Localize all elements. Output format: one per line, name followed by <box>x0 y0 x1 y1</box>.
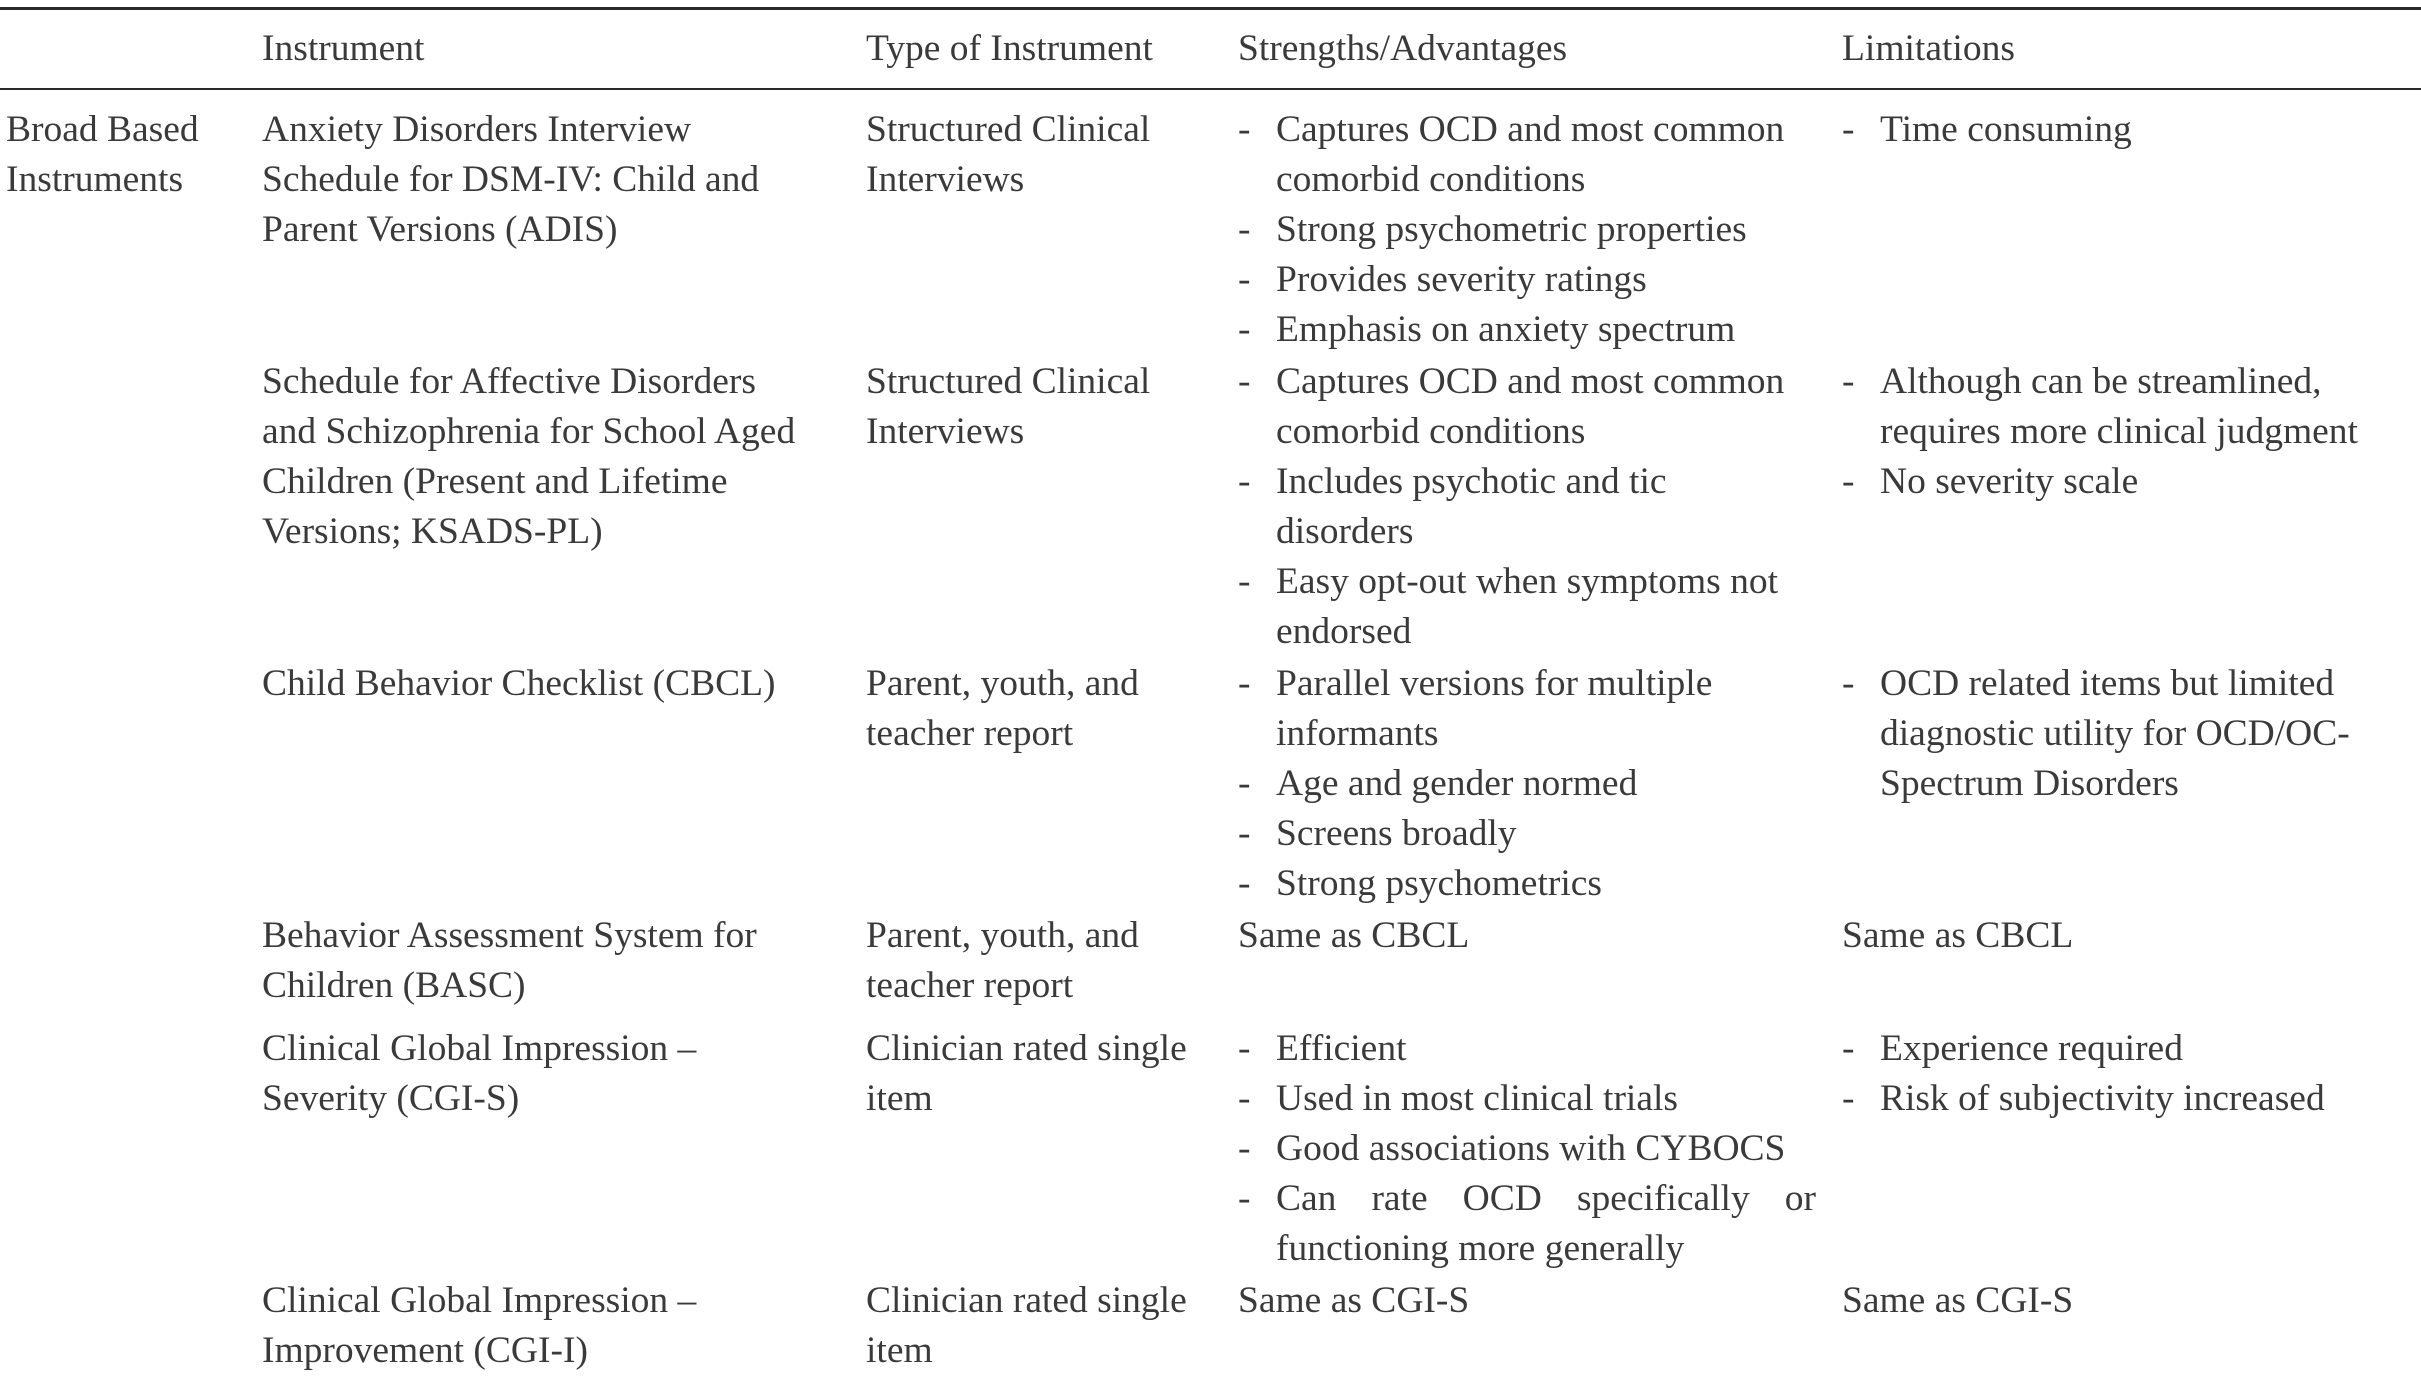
row-cgis-limitations <box>1842 1024 2325 1124</box>
list-item: - Risk of subjectivity increased <box>1842 1078 2325 1119</box>
row-cbcl-strengths <box>1238 659 1712 909</box>
list-item: - Emphasis on anxiety spectrum <box>1238 309 1736 350</box>
row-ksads-type: Structured Clinical Interviews <box>866 361 1151 452</box>
row-cgis-instrument: Clinical Global Impression – Severity (CGI-S) <box>262 1028 697 1119</box>
row-ksads-instrument: Schedule for Affective Disorders and Schizophrenia for School Aged Children (Present and Lifetime Versions; KSADS-PL) <box>262 361 796 552</box>
list-item: - Screens broadly <box>1238 813 1517 854</box>
row-cbcl-instrument: Child Behavior Checklist (CBCL) <box>262 663 776 704</box>
table-top-rule <box>0 7 2421 10</box>
row-cbcl-type: Parent, youth, and teacher report <box>866 663 1139 754</box>
header-limitations: Limitations <box>1842 28 2015 69</box>
row-ksads-strengths <box>1238 357 1784 657</box>
header-type: Type of Instrument <box>866 28 1153 69</box>
row-adis-strengths <box>1238 105 1784 355</box>
list-item: - Can rate OCD specifically or functioning more generally <box>1238 1178 1816 1269</box>
list-item: - Efficient <box>1238 1028 1407 1069</box>
list-item: - OCD related items but limited diagnostic utility for OCD/OC- Spectrum Disorders <box>1842 663 2350 804</box>
list-item: - Provides severity ratings <box>1238 259 1647 300</box>
header-strengths: Strengths/Advantages <box>1238 28 1568 69</box>
row-basc-instrument: Behavior Assessment System for Children (BASC) <box>262 915 757 1006</box>
row-adis-limitations <box>1842 105 2132 155</box>
row-cgis-strengths <box>1238 1024 1816 1274</box>
list-item: - Experience required <box>1842 1028 2183 1069</box>
table-header-rule <box>0 88 2421 90</box>
row-cgii-strengths: Same as CGI-S <box>1238 1280 1470 1321</box>
list-item: - Time consuming <box>1842 109 2132 150</box>
list-item: - Good associations with CYBOCS <box>1238 1128 1786 1169</box>
list-item: - Used in most clinical trials <box>1238 1078 1679 1119</box>
row-cbcl-limitations <box>1842 659 2350 809</box>
category-label: Broad Based Instruments <box>6 109 199 200</box>
row-basc-strengths: Same as CBCL <box>1238 915 1470 956</box>
row-cgis-type: Clinician rated single item <box>866 1028 1187 1119</box>
list-item: - Easy opt-out when symptoms not endorsed <box>1238 561 1779 652</box>
row-cgii-instrument: Clinical Global Impression – Improvement (CGI-I) <box>262 1280 697 1371</box>
list-item: - Strong psychometrics <box>1238 863 1603 904</box>
list-item: - Although can be streamlined, requires more clinical judgment <box>1842 361 2358 452</box>
row-adis-instrument: Anxiety Disorders Interview Schedule for DSM-IV: Child and Parent Versions (ADIS) <box>262 109 760 250</box>
list-item: - No severity scale <box>1842 461 2139 502</box>
list-item: - Includes psychotic and tic disorders <box>1238 461 1667 552</box>
list-item: - Parallel versions for multiple informants <box>1238 663 1713 754</box>
row-cgii-type: Clinician rated single item <box>866 1280 1187 1371</box>
list-item: - Captures OCD and most common comorbid conditions <box>1238 361 1785 452</box>
row-basc-type: Parent, youth, and teacher report <box>866 915 1139 1006</box>
list-item: - Captures OCD and most common comorbid conditions <box>1238 109 1785 200</box>
row-cgii-limitations: Same as CGI-S <box>1842 1280 2074 1321</box>
list-item: - Strong psychometric properties <box>1238 209 1747 250</box>
row-basc-limitations: Same as CBCL <box>1842 915 2074 956</box>
header-instrument: Instrument <box>262 28 425 69</box>
row-adis-type: Structured Clinical Interviews <box>866 109 1151 200</box>
row-ksads-limitations <box>1842 357 2358 507</box>
list-item: - Age and gender normed <box>1238 763 1638 804</box>
